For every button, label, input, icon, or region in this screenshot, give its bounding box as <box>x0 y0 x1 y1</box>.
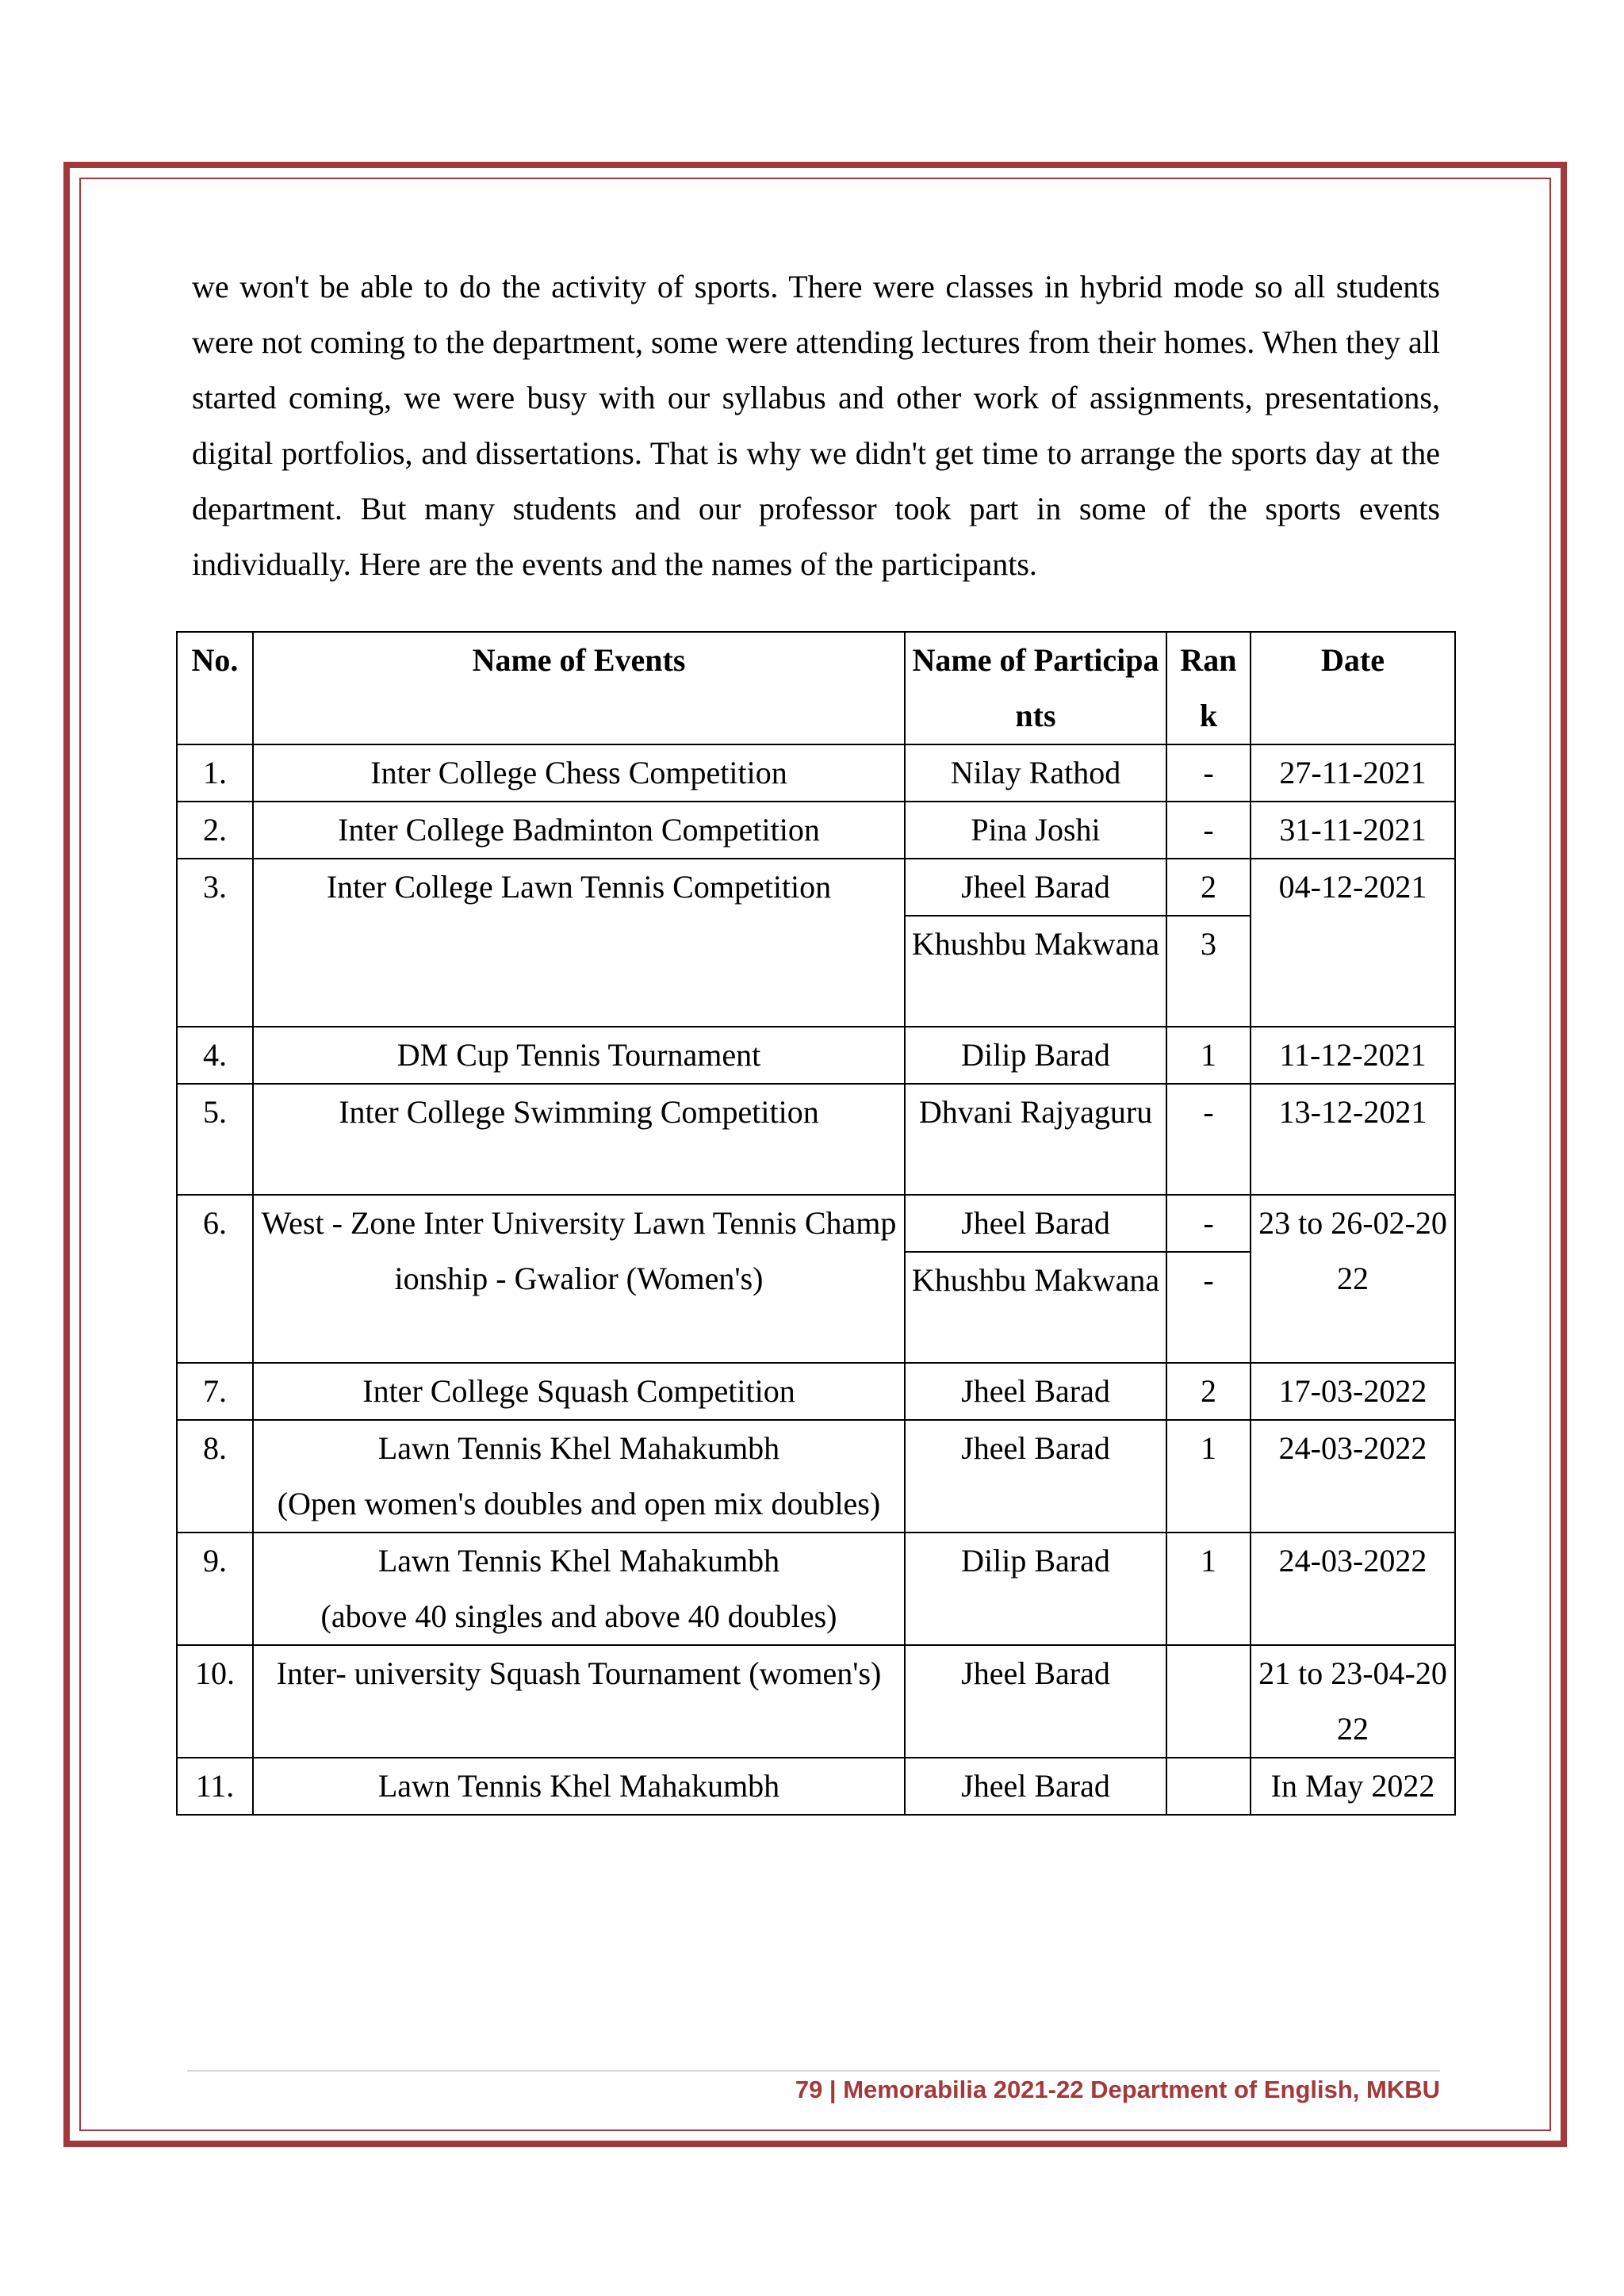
table-row <box>177 1195 1455 1252</box>
row-number: 5. <box>177 1084 253 1195</box>
rank-value: - <box>1166 802 1251 859</box>
event-date: 17-03-2022 <box>1251 1363 1455 1420</box>
page-footer: 79 | Memorabilia 2021-22 Department of English, MKBU <box>795 2076 1440 2103</box>
row-number: 8. <box>177 1420 253 1533</box>
participant-name: Jheel Barad <box>905 1758 1166 1815</box>
participant-name: Dilip Barad <box>905 1533 1166 1645</box>
rank-value: - <box>1166 744 1251 802</box>
row-number: 2. <box>177 802 253 859</box>
event-date: 21 to 23-04-2022 <box>1251 1645 1455 1758</box>
table-row <box>177 1758 1455 1815</box>
table-row <box>177 1533 1455 1645</box>
row-number: 9. <box>177 1533 253 1645</box>
table-row <box>177 1363 1455 1420</box>
table-row <box>177 859 1455 916</box>
events-table <box>176 631 1456 1816</box>
rank-value: 1 <box>1166 1420 1251 1533</box>
header-participants: Name of Participants <box>905 632 1166 744</box>
table-header-row <box>177 632 1455 744</box>
header-event: Name of Events <box>253 632 905 744</box>
rank-value: 1 <box>1166 1027 1251 1084</box>
participant-name: Pina Joshi <box>905 802 1166 859</box>
participant-name: Khushbu Makwana <box>905 916 1166 1027</box>
rank-value <box>1166 1758 1251 1815</box>
event-name: DM Cup Tennis Tournament <box>253 1027 905 1084</box>
rank-value: - <box>1166 1195 1251 1252</box>
rank-value <box>1166 1645 1251 1758</box>
event-date: 31-11-2021 <box>1251 802 1455 859</box>
row-number: 4. <box>177 1027 253 1084</box>
row-number: 11. <box>177 1758 253 1815</box>
event-name <box>253 1420 905 1533</box>
event-name: Inter College Badminton Competition <box>253 802 905 859</box>
event-date: 23 to 26-02-2022 <box>1251 1195 1455 1363</box>
participant-name: Jheel Barad <box>905 1363 1166 1420</box>
table-row <box>177 1645 1455 1758</box>
row-number: 7. <box>177 1363 253 1420</box>
event-date: 24-03-2022 <box>1251 1533 1455 1645</box>
event-date: 27-11-2021 <box>1251 744 1455 802</box>
row-number: 3. <box>177 859 253 1027</box>
event-title: Lawn Tennis Khel Mahakumbh <box>377 1543 780 1578</box>
participant-name: Dilip Barad <box>905 1027 1166 1084</box>
header-rank: Rank <box>1166 632 1251 744</box>
table-row <box>177 1027 1455 1084</box>
footer-divider <box>187 2070 1440 2072</box>
event-date: In May 2022 <box>1251 1758 1455 1815</box>
header-date: Date <box>1251 632 1455 744</box>
header-no: No. <box>177 632 253 744</box>
participant-name: Nilay Rathod <box>905 744 1166 802</box>
participant-name: Dhvani Rajyaguru <box>905 1084 1166 1195</box>
table-row <box>177 1420 1455 1533</box>
event-name: Inter College Squash Competition <box>253 1363 905 1420</box>
event-name <box>253 1533 905 1645</box>
rank-value: 1 <box>1166 1533 1251 1645</box>
event-date: 04-12-2021 <box>1251 859 1455 1027</box>
participant-name: Jheel Barad <box>905 1420 1166 1533</box>
event-name: Inter College Swimming Competition <box>253 1084 905 1195</box>
table-row <box>177 1084 1455 1195</box>
event-name: Lawn Tennis Khel Mahakumbh <box>253 1758 905 1815</box>
event-date: 11-12-2021 <box>1251 1027 1455 1084</box>
event-date: 13-12-2021 <box>1251 1084 1455 1195</box>
event-subtitle: (above 40 singles and above 40 doubles) <box>320 1598 837 1634</box>
table-row <box>177 744 1455 802</box>
participant-name: Jheel Barad <box>905 859 1166 916</box>
event-date: 24-03-2022 <box>1251 1420 1455 1533</box>
rank-value: 2 <box>1166 859 1251 916</box>
row-number: 10. <box>177 1645 253 1758</box>
rank-value: 3 <box>1166 916 1251 1027</box>
rank-value: 2 <box>1166 1363 1251 1420</box>
table-row <box>177 802 1455 859</box>
row-number: 6. <box>177 1195 253 1363</box>
event-name: Inter College Lawn Tennis Competition <box>253 859 905 1027</box>
event-subtitle: (Open women's doubles and open mix doubles) <box>277 1486 881 1521</box>
row-number: 1. <box>177 744 253 802</box>
event-name: West - Zone Inter University Lawn Tennis Championship - Gwalior (Women's) <box>253 1195 905 1363</box>
event-name: Inter College Chess Competition <box>253 744 905 802</box>
participant-name: Khushbu Makwana <box>905 1252 1166 1363</box>
participant-name: Jheel Barad <box>905 1195 1166 1252</box>
event-name: Inter- university Squash Tournament (women's) <box>253 1645 905 1758</box>
rank-value: - <box>1166 1252 1251 1363</box>
event-title: Lawn Tennis Khel Mahakumbh <box>377 1430 780 1466</box>
participant-name: Jheel Barad <box>905 1645 1166 1758</box>
body-paragraph: we won't be able to do the activity of sports. There were classes in hybrid mode so all students were not coming to the department, some were attending lectures from their homes. When they all started coming, we were busy with our syllabus and other work of assignments, presentations, digital portfolios, and dissertations. That is why we didn't get time to arrange the sports day at the department. But many students and our professor took part in some of the sports events individually. Here are the events and the names of the participants. <box>192 269 1440 582</box>
rank-value: - <box>1166 1084 1251 1195</box>
